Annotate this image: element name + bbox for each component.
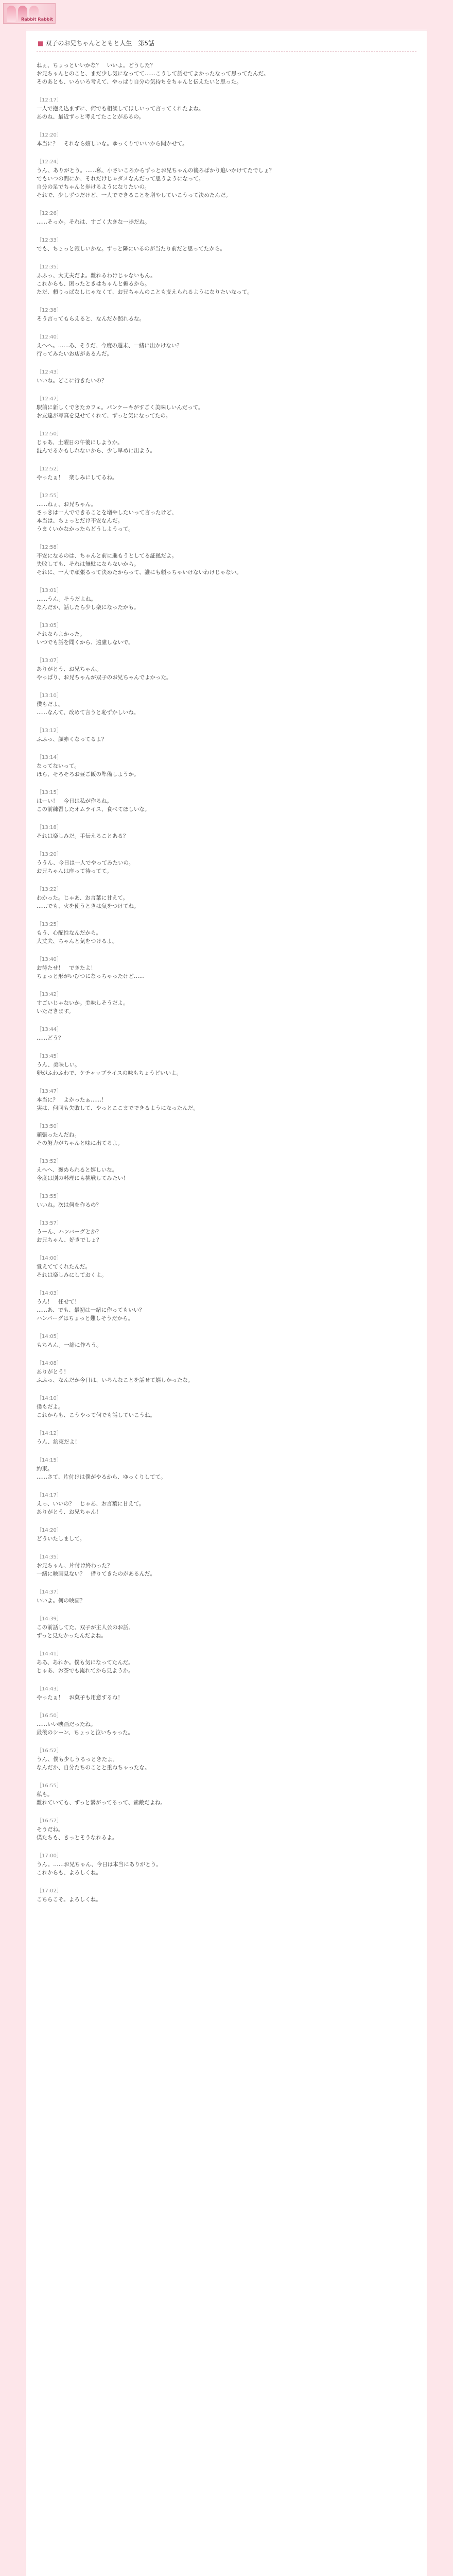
entry-text-line: 一緒に映画見ない？ 借りてきたのがあるんだ。 [37,1571,155,1577]
log-entry [37,1552,416,1578]
entry-timestamp: ［13:42］ [37,992,62,997]
log-entry [37,788,416,814]
entry-text-line: なんだか、話したら少し楽になったかも。 [37,604,140,611]
log-entry [37,1614,416,1640]
entry-text-line: じゃあ、お茶でも淹れてから見ようか。 [37,1668,134,1674]
log-entry [37,1394,416,1419]
entry-text-line: ……あ、でも、最初は一緒に作ってもいい？ [37,1307,145,1313]
entry-text-line: ううん、今日は一人でやってみたいの。 [37,860,134,866]
entry-text-line: ちょっと形がいびつになっちゃったけど…… [37,973,145,979]
log-entry [37,209,416,226]
log-entry [37,1122,416,1147]
entry-text-line: さっきは一人でできることを増やしたいって言ったけど、 [37,510,177,516]
log-entry [37,157,416,199]
entry-text-line: 駅前に新しくできたカフェ。パンケーキがすごく美味しいんだって。 [37,404,204,411]
entry-text-line: 最後のシーン、ちょっと泣いちゃった。 [37,1730,133,1736]
log-entry [37,1851,416,1877]
log-entry [37,1711,416,1737]
entry-text-line: これからも、こうやって何でも話していこうね。 [37,1412,155,1418]
entry-text-line: 実は、何回も失敗して、やっとここまでできるようになったんだ。 [37,1105,199,1111]
entry-text-line: やったぁ！ お菓子も用意するね！ [37,1694,123,1701]
entry-timestamp: ［14:05］ [37,1334,62,1340]
entry-timestamp: ［14:10］ [37,1396,62,1401]
entry-timestamp: ［13:20］ [37,852,62,857]
entry-timestamp: ［16:52］ [37,1748,62,1754]
entry-text-line: あのね、最近ずっと考えてたことがあるの。 [37,114,144,120]
entry-timestamp: ［13:10］ [37,693,62,699]
log-entry [37,1359,416,1384]
entry-timestamp: ［12:40］ [37,334,62,340]
entry-timestamp: ［14:12］ [37,1431,62,1436]
entry-timestamp: ［12:38］ [37,308,62,313]
entry-timestamp: ［14:03］ [37,1291,62,1296]
log-entry [37,1587,416,1605]
entry-timestamp: ［12:26］ [37,211,62,216]
entry-text-line: なんだか、自分たちのことと重ねちゃったな。 [37,1765,150,1771]
entry-text-line: それに、一人で頑張るって決めたからって、誰にも頼っちゃいけないわけじゃない。 [37,569,242,575]
entry-text-line: はーい！ 今日は私が作るね。 [37,798,112,804]
entry-text-line: これからも、よろしくね。 [37,1870,101,1876]
entry-text-line: 行ってみたいお店があるんだ。 [37,351,112,357]
entry-text-line: もちろん。一緒に作ろう。 [37,1342,102,1348]
entry-text-line: それで、少しずつだけど、一人でできることを増やしていこうって決めたんだ。 [37,192,231,198]
entry-timestamp: ［16:57］ [37,1818,62,1824]
entry-text-line: ……ねぇ、お兄ちゃん。 [37,501,97,507]
entry-text-line: 僕もだよ。 [37,1404,64,1410]
entry-timestamp: ［17:00］ [37,1853,62,1859]
entry-timestamp: ［13:18］ [37,825,62,831]
entry-text-line: えへへ、褒められると嬉しいな。 [37,1167,118,1173]
entry-timestamp: ［14:17］ [37,1493,62,1498]
entry-text-line: 失敗しても、それは無駄にならないから。 [37,561,140,567]
entry-timestamp: ［14:00］ [37,1256,62,1261]
log-entry [37,1526,416,1543]
entry-text-line: うーん、ハンバーグとか？ [37,1229,102,1235]
entry-text-line: うん。……お兄ちゃん、今日は本当にありがとう。 [37,1861,162,1868]
entry-timestamp: ［12:17］ [37,97,62,103]
entry-text-line: お兄ちゃんとのこと、まだ少し気になってて……こうして話せてよかったなって思ってたんだ。 [37,71,269,77]
logo-text: Rabbit Rabbit [21,17,53,22]
entry-text-line: 一人で抱え込まずに、何でも相談してほしいって言ってくれたよね。 [37,106,204,112]
entry-text-line: やったぁ！ 楽しみにしてるね。 [37,474,118,481]
log-entry [37,1253,416,1279]
entry-text-line: やっぱり、お兄ちゃんが双子のお兄ちゃんでよかった。 [37,674,172,681]
entry-timestamp: ［13:14］ [37,755,62,760]
entry-text-line: ありがとう、お兄ちゃん。 [37,666,102,672]
entry-timestamp: ［12:35］ [37,264,62,270]
entry-text-line: ありがとう、お兄ちゃん！ [37,1509,101,1515]
entry-timestamp: ［14:41］ [37,1651,62,1657]
log-entry [37,1218,416,1244]
log-entry [37,1649,416,1675]
entry-text-line: 約束。 [37,1466,53,1472]
entry-text-line: 卵がふわふわで、ケチャップライスの味もちょうどいいよ。 [37,1070,182,1076]
entry-timestamp: ［12:47］ [37,396,62,402]
conversation-log [37,61,416,1904]
entry-text-line: ねぇ、ちょっといいかな？ いいよ。どうした？ [37,62,155,69]
entry-text-line: わかった。じゃあ、お言葉に甘えて。 [37,895,128,901]
entry-timestamp: ［13:07］ [37,658,62,664]
entry-text-line: ……でも、火を使うときは気をつけてね。 [37,903,140,909]
log-entry [37,306,416,323]
entry-text-line: なってないって。 [37,763,80,769]
entry-text-line: うん！ 任せて！ [37,1299,80,1305]
entry-text-line: ……いい映画だったね。 [37,1721,96,1727]
entry-timestamp: ［17:02］ [37,1888,62,1894]
entry-timestamp: ［12:20］ [37,132,62,138]
log-entry [37,1429,416,1446]
log-entry [37,394,416,420]
log-entry [37,1816,416,1842]
entry-text-line: じゃあ、土曜日の午後にしようか。 [37,439,123,446]
entry-text-line: この前練習したオムライス、食べてほしいな。 [37,806,150,812]
entry-text-line: 本当は、ちょっとだけ不安なんだ。 [37,518,123,524]
entry-timestamp: ［13:12］ [37,728,62,734]
entry-text-line: ありがとう！ [37,1369,69,1375]
entry-text-line: ハンバーグはちょっと難しそうだから。 [37,1315,134,1321]
entry-text-line: ……さて、片付けは僕がやるから、ゆっくりしてて。 [37,1474,166,1480]
entry-text-line: ああ、あれか。僕も気になってたんだ。 [37,1659,134,1666]
entry-text-line: 僕もだよ。 [37,701,64,707]
log-entry [37,691,416,717]
log-entry [37,990,416,1015]
log-entry [37,586,416,612]
entry-text-line: これからも、困ったときはちゃんと頼るから。 [37,281,150,287]
entry-text-line: 混んでるかもしれないから、少し早めに出よう。 [37,448,155,454]
entry-timestamp: ［13:05］ [37,623,62,629]
bullet-icon: ■ [38,40,44,47]
log-entry [37,1332,416,1349]
log-entry [37,1684,416,1702]
entry-text-line: いつでも話を聞くから、遠慮しないで。 [37,639,134,646]
entry-timestamp: ［13:15］ [37,790,62,795]
entry-text-line: でも、ちょっと寂しいかな。ずっと隣にいるのが当たり前だと思ってたから。 [37,246,225,252]
entry-text-line: 私も。 [37,1791,53,1798]
entry-text-line: ……なんて、改めて言うと恥ずかしいね。 [37,709,140,716]
entry-text-line: そう言ってもらえると、なんだか照れるな。 [37,316,145,322]
character-image-1 [7,6,16,22]
entry-text-line: こちらこそ。よろしくね。 [37,1896,101,1903]
entry-timestamp: ［14:08］ [37,1361,62,1366]
entry-text-line: ほら、そろそろお昼ご飯の準備しようか。 [37,771,140,777]
entry-text-line: ……どう？ [37,1035,64,1041]
log-entry [37,332,416,358]
entry-timestamp: ［14:37］ [37,1589,62,1595]
entry-text-line: すごいじゃないか。美味しそうだよ。 [37,1000,129,1006]
entry-text-line: お待たせ！ できたよ！ [37,965,96,971]
log-entry [37,955,416,980]
log-entry [37,920,416,945]
log-entry [37,823,416,840]
log-entry [37,429,416,455]
entry-text-line: うん、ありがとう。……私、小さいころからずっとお兄ちゃんの後ろばかり追いかけてたでしょ？ [37,167,274,174]
entry-timestamp: ［12:52］ [37,466,62,472]
entry-text-line: お友達が写真を見せてくれて、ずっと気になってたの。 [37,413,171,419]
log-entry [37,1087,416,1112]
entry-text-line: 本当に？ よかったぁ……！ [37,1097,107,1103]
entry-text-line: ふふっ、なんだか今日は、いろんなことを話せて嬉しかったな。 [37,1377,194,1383]
entry-timestamp: ［13:40］ [37,957,62,962]
entry-text-line: そのあとも、いろいろ考えて、やっぱり自分の気持ちをちゃんと伝えたいと思った。 [37,79,242,85]
entry-timestamp: ［12:55］ [37,493,62,499]
log-entry [37,262,416,296]
entry-text-line: それは楽しみだ。手伝えることある？ [37,833,129,839]
entry-text-line: ただ、頼りっぱなしじゃなくて、お兄ちゃんのことも支えられるようになりたいなって。 [37,289,253,295]
log-entry [37,367,416,385]
log-entry [37,1157,416,1182]
entry-text-line: でもいつの間にか、それだけじゃダメなんだって思うようになって。 [37,176,204,182]
entry-timestamp: ［14:39］ [37,1616,62,1622]
entry-text-line: 大丈夫、ちゃんと気をつけるよ。 [37,938,118,944]
entry-timestamp: ［14:20］ [37,1528,62,1533]
log-entry [37,1192,416,1209]
entry-timestamp: ［12:33］ [37,238,62,243]
log-entry [37,1746,416,1772]
entry-timestamp: ［14:43］ [37,1686,62,1692]
entry-text-line: えっ、いいの？ じゃあ、お言葉に甘えて。 [37,1501,145,1507]
log-entry [37,885,416,910]
entry-timestamp: ［13:55］ [37,1194,62,1199]
entry-timestamp: ［16:55］ [37,1783,62,1789]
entry-text-line: もう、心配性なんだから。 [37,930,101,936]
log-entry [37,95,416,121]
entry-text-line: お兄ちゃんは座って待ってて。 [37,868,112,874]
entry-text-line: いいよ。何の映画？ [37,1598,85,1604]
entry-timestamp: ［13:47］ [37,1089,62,1094]
entry-text-line: それは楽しみにしておくよ。 [37,1272,107,1278]
log-entry [37,464,416,482]
entry-text-line: いいね。次は何を作るの？ [37,1202,101,1208]
entry-timestamp: ［16:50］ [37,1713,62,1719]
entry-timestamp: ［14:15］ [37,1458,62,1463]
entry-timestamp: ［13:50］ [37,1124,62,1129]
main-content [26,30,427,2576]
log-entry [37,850,416,875]
entry-text-line: いただきます。 [37,1008,74,1014]
entry-timestamp: ［13:52］ [37,1159,62,1164]
log-entry [37,753,416,778]
log-entry [37,1781,416,1807]
entry-text-line: 覚えててくれたんだ。 [37,1264,91,1270]
log-entry [37,61,416,86]
site-logo-banner[interactable] [3,3,56,24]
entry-text-line: それならよかった。 [37,631,85,637]
entry-timestamp: ［12:58］ [37,545,62,550]
log-entry [37,1886,416,1904]
entry-timestamp: ［13:44］ [37,1027,62,1032]
log-entry [37,1455,416,1481]
entry-timestamp: ［12:50］ [37,431,62,437]
entry-timestamp: ［13:45］ [37,1054,62,1059]
entry-text-line: 頑張ったんだね。 [37,1132,80,1138]
entry-text-line: そうだね。 [37,1826,64,1833]
entry-text-line: ……そっか。それは、すごく大きな一歩だね。 [37,219,150,225]
entry-text-line: ふふっ、大丈夫だよ。離れるわけじゃないもん。 [37,273,156,279]
log-entry [37,1289,416,1323]
entry-timestamp: ［13:57］ [37,1221,62,1226]
entry-text-line: この前話してた、双子が主人公のお話。 [37,1624,134,1631]
entry-text-line: ふふっ、顔赤くなってるよ？ [37,736,107,742]
log-entry [37,726,416,743]
entry-text-line: お兄ちゃん、片付け終わった？ [37,1563,113,1569]
log-entry [37,1052,416,1077]
entry-text-line: 僕たちも、きっとそうなれるよ。 [37,1835,118,1841]
entry-timestamp: ［13:01］ [37,588,62,594]
entry-timestamp: ［14:35］ [37,1554,62,1560]
entry-text-line: うん、美味しい。 [37,1062,80,1068]
log-entry [37,235,416,253]
log-entry [37,1025,416,1042]
log-entry [37,130,416,148]
entry-text-line: その努力がちゃんと味に出てるよ。 [37,1140,123,1146]
entry-text-line: ずっと見たかったんだよね。 [37,1633,107,1639]
log-entry [37,543,416,577]
entry-text-line: いいね。どこに行きたいの？ [37,378,107,384]
entry-text-line: どういたしまして。 [37,1536,85,1542]
entry-text-line: 不安になるのは、ちゃんと前に進もうとしてる証拠だよ。 [37,553,177,559]
entry-text-line: うん、僕も少しうるっときたよ。 [37,1756,118,1762]
entry-text-line: 離れていても、ずっと繋がってるって、素敵だよね。 [37,1800,166,1806]
entry-timestamp: ［13:22］ [37,887,62,892]
entry-text-line: ……うん。そうだよね。 [37,596,97,602]
log-entry [37,621,416,647]
entry-text-line: お兄ちゃん、好きでしょ？ [37,1237,102,1243]
page-title [37,39,416,52]
entry-text-line: うん、約束だよ！ [37,1439,80,1445]
entry-text-line: うまくいかなかったらどうしようって。 [37,526,134,532]
entry-timestamp: ［12:24］ [37,159,62,165]
entry-text-line: えへへ。……あ、そうだ、今度の週末、一緒に出かけない？ [37,343,182,349]
entry-text-line: 本当に？ それなら嬉しいな。ゆっくりでいいから聞かせて。 [37,141,188,147]
entry-timestamp: ［12:43］ [37,369,62,375]
log-entry [37,656,416,682]
entry-text-line: 今度は別の料理にも挑戦してみたい！ [37,1175,129,1181]
entry-timestamp: ［13:25］ [37,922,62,927]
page-title-text: 双子のお兄ちゃんとともと人生 第5話 [45,40,154,47]
log-entry [37,491,416,533]
log-entry [37,1490,416,1516]
entry-text-line: 自分の足でちゃんと歩けるようになりたいの。 [37,184,150,190]
